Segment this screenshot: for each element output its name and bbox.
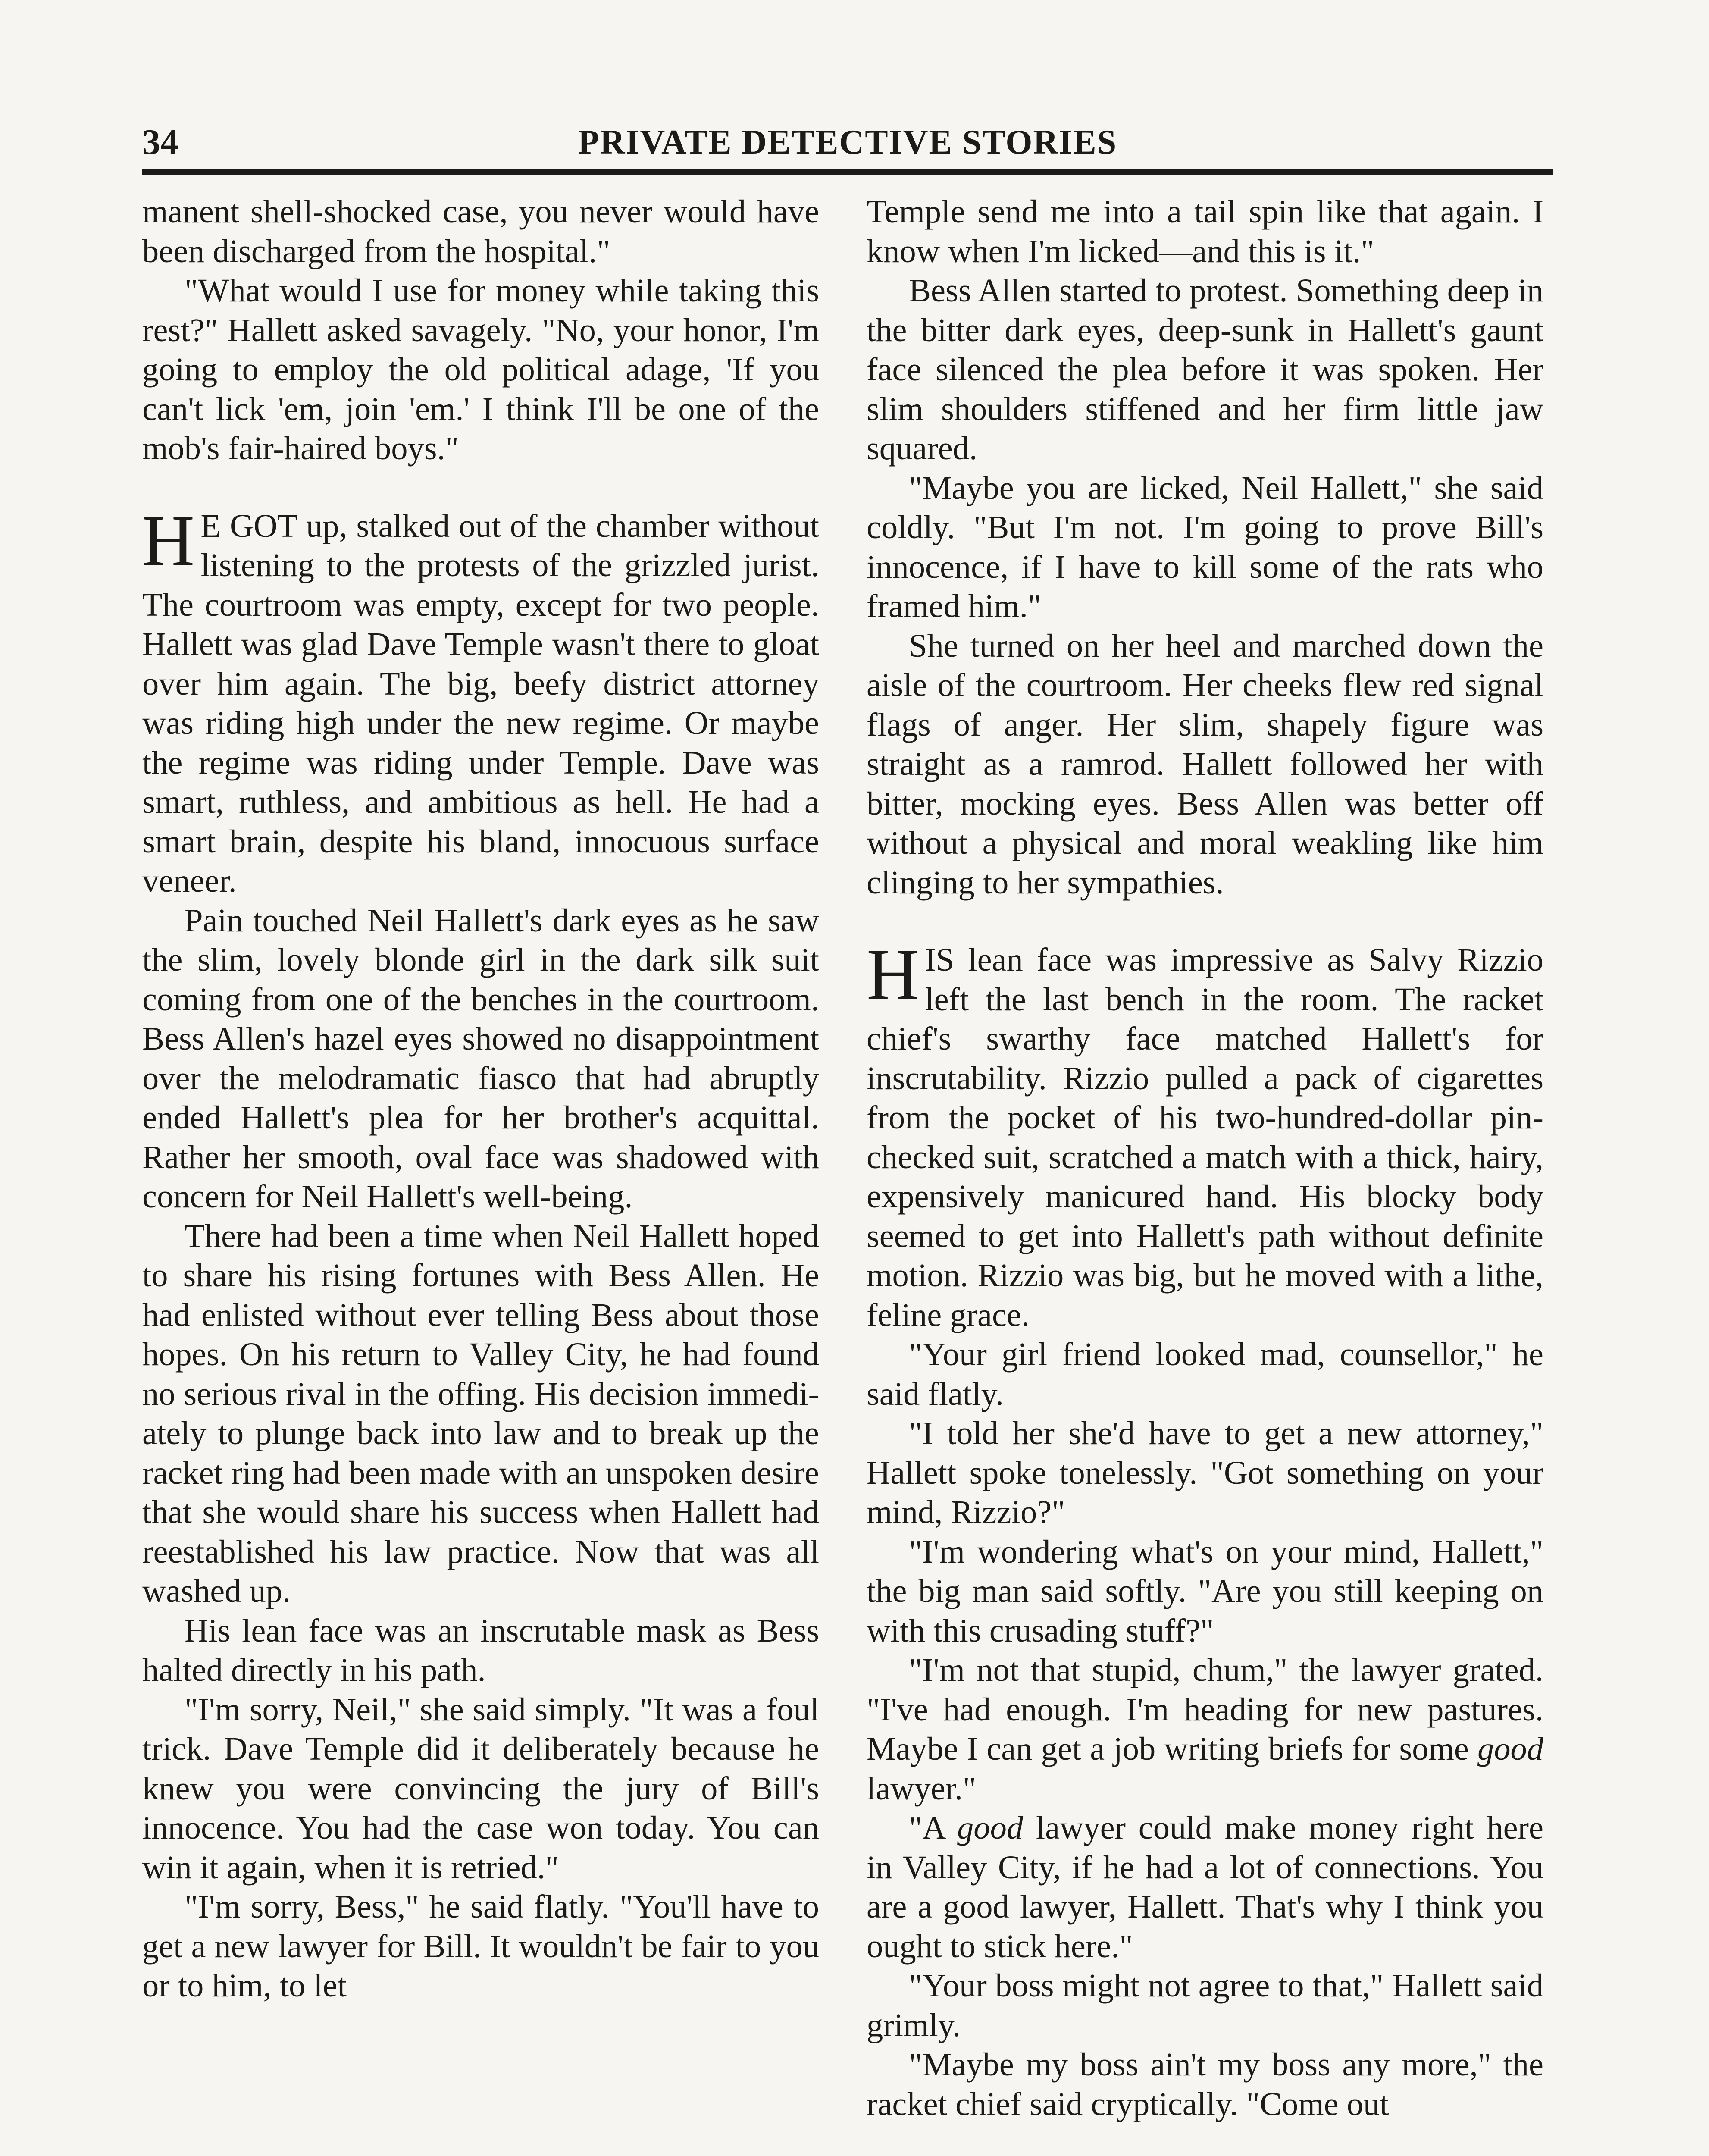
paragraph: "Maybe you are licked, Neil Hallett," she said coldly. "But I'm not. I'm going to prove Bill's innocence, if I have to kill some of the rats who framed him." [867, 469, 1543, 624]
paragraph: "I'm sorry, Neil," she said simply. "It was a foul trick. Dave Temple did it deliberately because he knew you were convincing the jury of Bill's innocence. You had the case won today. You can win it again, when it is retried." [142, 1691, 819, 1886]
left-column [142, 192, 819, 2006]
italic-text: good [957, 1809, 1024, 1846]
right-column [867, 192, 1543, 2124]
italic-text: good [1477, 1730, 1543, 1767]
drop-cap: H [867, 934, 919, 1015]
paragraph: "I'm sorry, Bess," he said flatly. "You'll have to get a new lawyer for Bill. It wouldn't be fair to you or to him, to let [142, 1888, 819, 2004]
drop-cap: H [142, 500, 195, 581]
text-run: "I'm not that stupid, chum," the lawyer grated. "I've had enough. I'm heading for new pastures. Maybe I can get a job writing briefs for some [867, 1651, 1543, 1767]
paragraph: "I told her she'd have to get a new attorney," Hallett spoke tonelessly. "Got something on your mind, Rizzio?" [867, 1415, 1543, 1530]
header-rule [142, 169, 1553, 175]
text-run: lawyer could make money right here in Valley City, if he had a lot of connections. You are a good lawyer, Hallett. That's why I think you ought to stick here." [867, 1809, 1543, 1965]
page-header [142, 116, 1553, 168]
paragraph: Bess Allen started to protest. Something deep in the bitter dark eyes, deep-sunk in Hallett's gaunt face silenced the plea before it was spoken. Her slim shoulders stiffened and her firm little jaw squared. [867, 272, 1543, 467]
paragraph [867, 1650, 1543, 1808]
paragraph: His lean face was an inscrutable mask as Bess halted directly in his path. [142, 1612, 819, 1688]
page-number: 34 [142, 122, 178, 162]
text-run: "A [909, 1809, 958, 1846]
text-run: lawyer." [867, 1770, 977, 1807]
paragraph-dropcap [142, 500, 819, 901]
paragraph: Pain touched Neil Hallett's dark eyes as he saw the slim, lovely blonde girl in the dark silk suit coming from one of the benches in the courtroom. Bess Allen's hazel eyes showed no disappointment over the melodramatic fiasco that had abruptly ended Hallett's plea for her brother's acquittal. Rather her smooth, oval face was shadowed with concern for Neil Hallett's well-being. [142, 902, 819, 1215]
paragraph: manent shell-shocked case, you never would have been discharged from the hospital." [142, 193, 819, 270]
paragraph-text: E GOT up, stalked out of the chamber without listening to the protests of the grizzled jurist. The courtroom was empty, except for two people. Hallett was glad Dave Temple wasn't there to gloat over him again. The big, beefy district attorney was riding high under the new regime. Or maybe the regime was riding under Temple. Dave was smart, ruthless, and ambitious as hell. He had a smart brain, despite his bland, innocuous surface veneer. [142, 507, 819, 899]
paragraph [867, 1808, 1543, 1966]
paragraph: "I'm wondering what's on your mind, Hallett," the big man said softly. "Are you still keeping on with this crusading stuff?" [867, 1533, 1543, 1649]
paragraph: "Your girl friend looked mad, counsellor," he said flatly. [867, 1336, 1543, 1412]
paragraph: Temple send me into a tail spin like that again. I know when I'm licked—and this is it." [867, 193, 1543, 270]
paragraph: She turned on her heel and marched down the aisle of the courtroom. Her cheeks flew red signal flags of anger. Her slim, shapely figure was straight as a ramrod. Hallett followed her with bitter, mocking eyes. Bess Allen was better off without a physical and moral weakling like him clinging to her sympathies. [867, 627, 1543, 901]
paragraph: "Your boss might not agree to that," Hallett said grimly. [867, 1967, 1543, 2043]
paragraph: "Maybe my boss ain't my boss any more," the racket chief said cryptically. "Come out [867, 2046, 1543, 2122]
running-title: PRIVATE DETECTIVE STORIES [578, 123, 1117, 161]
paragraph: "What would I use for money while taking this rest?" Hallett asked savagely. "No, your honor, I'm going to employ the old political adage, 'If you can't lick 'em, join 'em.' I think I'll be one of the mob's fair-haired boys." [142, 272, 819, 467]
paragraph: There had been a time when Neil Hallett hoped to share his rising fortunes with Bess Allen. He had enlisted without ever telling Bess about those hopes. On his return to Valley City, he had found no serious rival in the offing. His decision immediately to plunge back into law and to break up the racket ring had been made with an unspoken desire that she would share his success when Hallett had reestablished his law practice. Now that was all washed up. [142, 1217, 819, 1609]
paragraph-text: IS lean face was impressive as Salvy Rizzio left the last bench in the room. The racket chief's swarthy face matched Hallett's for inscrutability. Rizzio pulled a pack of cigarettes from the pocket of his two-hundred-dollar pin-checked suit, scratched a match with a thick, hairy, expensively manicured hand. His blocky body seemed to get into Hallett's path without definite motion. Rizzio was big, but he moved with a lithe, feline grace. [867, 941, 1543, 1333]
paragraph-dropcap [867, 934, 1543, 1335]
